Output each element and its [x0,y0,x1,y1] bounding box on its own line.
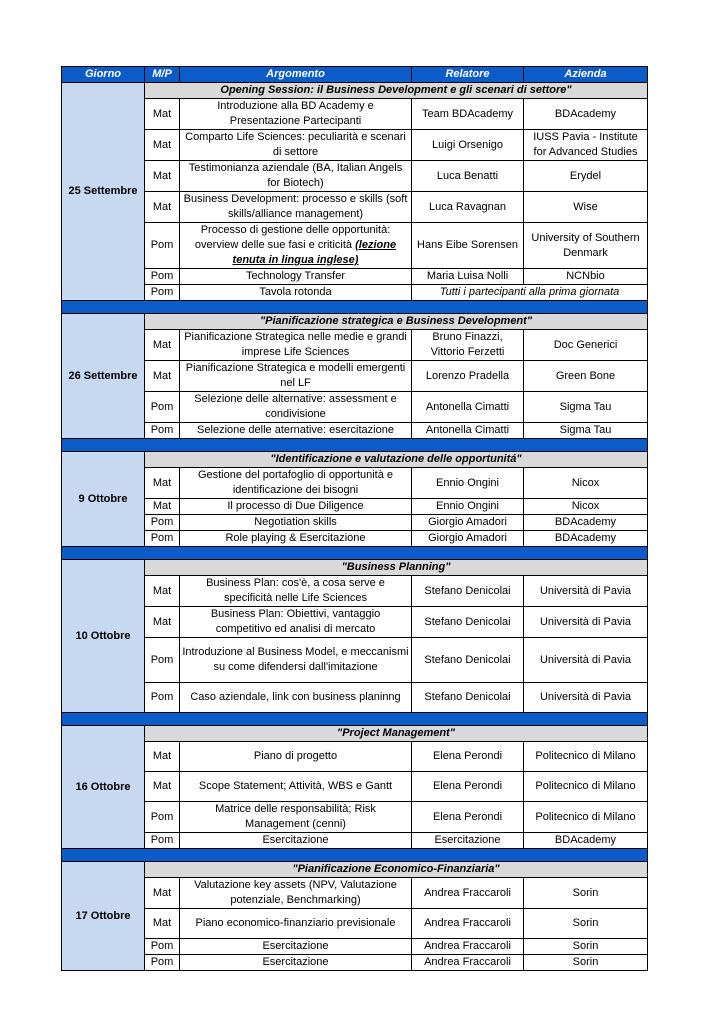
argomento-text: Negotiation skills [254,516,337,528]
azienda-cell: Nicox [524,468,648,499]
relatore-cell: Elena Perondi [412,802,524,833]
azienda-cell: Sigma Tau [524,392,648,423]
azienda-cell: BDAcademy [524,99,648,130]
table-row [62,802,648,833]
argomento-cell [180,909,412,939]
relatore-cell: Andrea Fraccaroli [412,939,524,955]
table-row [62,515,648,531]
mp-cell: Mat [145,330,180,361]
mp-cell: Pom [145,802,180,833]
argomento-text: Business Development: processo e skills (soft skills/alliance management) [183,193,408,220]
argomento-text: Esercitazione [262,940,329,952]
azienda-cell: NCNbio [524,269,648,285]
mp-cell: Pom [145,939,180,955]
day-cell: 25 Settembre [62,83,145,301]
table-row [62,361,648,392]
table-row [62,99,648,130]
argomento-text: Valutazione key assets (NPV, Valutazione potenziale, Benchmarking) [194,879,397,906]
azienda-cell: Politecnico di Milano [524,802,648,833]
day-cell: 16 Ottobre [62,726,145,849]
relatore-cell: Luca Benatti [412,161,524,192]
argomento-cell [180,223,412,269]
mp-cell: Mat [145,130,180,161]
argomento-text: Processo di gestione delle opportunità: overview delle sue fasi e criticità [194,224,391,251]
session-title-row [62,452,648,468]
schedule-table [61,66,648,971]
argomento-cell [180,576,412,607]
argomento-text: Pianificazione Strategica e modelli emergenti nel LF [185,362,406,389]
argomento-text: Tavola rotonda [259,286,332,298]
argomento-cell [180,683,412,713]
argomento-cell [180,499,412,515]
argomento-text: Piano economico-finanziario previsionale [195,917,396,929]
argomento-cell [180,878,412,909]
argomento-text: Business Plan: cos'è, a cosa serve e specificità nelle Life Sciences [206,577,385,604]
relatore-cell: Ennio Ongini [412,468,524,499]
table-row [62,285,648,301]
mp-cell: Mat [145,742,180,772]
argomento-text: Matrice delle responsabilità; Risk Management (cenni) [215,803,376,830]
separator-cell [62,301,648,314]
argomento-cell [180,939,412,955]
argomento-cell [180,392,412,423]
mp-cell: Mat [145,161,180,192]
azienda-cell: Nicox [524,499,648,515]
relatore-cell: Elena Perondi [412,742,524,772]
azienda-cell: Erydel [524,161,648,192]
argomento-text: Il processo di Due Diligence [227,500,364,512]
relatore-cell: Team BDAcademy [412,99,524,130]
separator-cell [62,439,648,452]
session-title-row [62,560,648,576]
argomento-cell [180,515,412,531]
argomento-text: Esercitazione [262,956,329,968]
separator-cell [62,849,648,862]
argomento-text: Caso aziendale, link con business planinng [190,691,401,703]
azienda-cell: IUSS Pavia - Institute for Advanced Studies [524,130,648,161]
table-row [62,939,648,955]
argomento-cell [180,742,412,772]
relatore-cell: Luca Ravagnan [412,192,524,223]
argomento-cell [180,833,412,849]
argomento-cell [180,955,412,971]
table-row [62,742,648,772]
section-separator [62,849,648,862]
section-separator [62,547,648,560]
col-header-azienda: Azienda [524,67,648,83]
azienda-cell: Sorin [524,878,648,909]
argomento-cell [180,285,412,301]
azienda-cell: Università di Pavia [524,607,648,638]
table-row [62,130,648,161]
relatore-cell: Stefano Denicolai [412,683,524,713]
table-row [62,499,648,515]
mp-cell: Pom [145,955,180,971]
azienda-cell: Sorin [524,909,648,939]
argomento-text: Pianificazione Strategica nelle medie e grandi imprese Life Sciences [184,331,407,358]
relatore-cell: Esercitazione [412,833,524,849]
relatore-cell: Luigi Orsenigo [412,130,524,161]
header-row [62,67,648,83]
argomento-cell [180,269,412,285]
argomento-text: Technology Transfer [245,270,346,282]
azienda-cell: Wise [524,192,648,223]
azienda-cell: Politecnico di Milano [524,742,648,772]
table-row [62,683,648,713]
argomento-cell [180,423,412,439]
argomento-text: Selezione delle alternative: assessment e condivisione [194,393,397,420]
azienda-cell: BDAcademy [524,531,648,547]
day-cell: 26 Settembre [62,314,145,439]
argomento-cell [180,192,412,223]
table-row [62,192,648,223]
mp-cell: Pom [145,392,180,423]
mp-cell: Pom [145,833,180,849]
azienda-cell: BDAcademy [524,515,648,531]
argomento-cell [180,802,412,833]
argomento-text: Business Plan: Obiettivi, vantaggio competitivo ed analisi di mercato [210,608,381,635]
table-row [62,607,648,638]
argomento-text: Selezione delle aternative: esercitazione [197,424,394,436]
argomento-cell [180,99,412,130]
argomento-text: Gestione del portafoglio di opportunità e identificazione dei bisogni [197,469,394,496]
argomento-cell [180,130,412,161]
mp-cell: Mat [145,772,180,802]
mp-cell: Mat [145,468,180,499]
azienda-cell: University of Southern Denmark [524,223,648,269]
mp-cell: Pom [145,683,180,713]
table-row [62,468,648,499]
section-separator [62,713,648,726]
mp-cell: Pom [145,515,180,531]
argomento-text: Introduzione al Business Model, e meccanismi su come difendersi dall'imitazione [182,646,409,673]
relatore-cell: Stefano Denicolai [412,576,524,607]
session-title: "Pianificazione strategica e Business Development" [145,314,648,330]
day-cell: 9 Ottobre [62,452,145,547]
table-row [62,833,648,849]
relatore-cell: Andrea Fraccaroli [412,878,524,909]
session-title: "Business Planning" [145,560,648,576]
relatore-cell: Elena Perondi [412,772,524,802]
table-row [62,269,648,285]
relatore-cell: Maria Luisa Nolli [412,269,524,285]
mp-cell: Mat [145,576,180,607]
mp-cell: Pom [145,423,180,439]
mp-cell: Pom [145,285,180,301]
table-row [62,955,648,971]
relatore-cell: Giorgio Amadori [412,531,524,547]
session-title-row [62,862,648,878]
argomento-cell [180,607,412,638]
argomento-text: Introduzione alla BD Academy e Presentazione Partecipanti [217,100,374,127]
table-row [62,392,648,423]
mp-cell: Mat [145,607,180,638]
mp-cell: Pom [145,531,180,547]
table-row [62,772,648,802]
mp-cell: Mat [145,878,180,909]
azienda-cell: Sorin [524,955,648,971]
relatore-cell: Ennio Ongini [412,499,524,515]
argomento-cell [180,772,412,802]
col-header-mp: M/P [145,67,180,83]
argomento-text: Piano di progetto [253,750,338,762]
relatore-cell: Andrea Fraccaroli [412,955,524,971]
relatore-cell: Andrea Fraccaroli [412,909,524,939]
col-header-argomento: Argomento [180,67,412,83]
session-title: "Identificazione e valutazione delle opportunitá" [145,452,648,468]
section-separator [62,301,648,314]
table-row [62,576,648,607]
table-row [62,223,648,269]
separator-cell [62,547,648,560]
azienda-cell: Green Bone [524,361,648,392]
mp-cell: Mat [145,99,180,130]
session-title-row [62,83,648,99]
argomento-cell [180,638,412,683]
azienda-cell: Politecnico di Milano [524,772,648,802]
mp-cell: Mat [145,499,180,515]
table-row [62,638,648,683]
argomento-text: Scope Statement; Attività, WBS e Gantt [198,780,393,792]
argomento-text: Esercitazione [262,834,329,846]
argomento-cell [180,468,412,499]
mp-cell: Pom [145,638,180,683]
relatore-cell: Antonella Cimatti [412,392,524,423]
azienda-cell: Università di Pavia [524,683,648,713]
argomento-note: (lezione tenuta in lingua inglese) [232,239,397,266]
argomento-text: Comparto Life Sciences: peculiarità e scenari di settore [185,131,406,158]
argomento-text: Role playing & Esercitazione [225,532,366,544]
col-header-relatore: Relatore [412,67,524,83]
relatore-cell: Bruno Finazzi, Vittorio Ferzetti [412,330,524,361]
table-row [62,531,648,547]
relatore-cell: Stefano Denicolai [412,638,524,683]
table-row [62,330,648,361]
separator-cell [62,713,648,726]
argomento-cell [180,330,412,361]
azienda-cell: BDAcademy [524,833,648,849]
mp-cell: Pom [145,269,180,285]
azienda-cell: Università di Pavia [524,638,648,683]
day-cell: 17 Ottobre [62,862,145,971]
session-title: "Project Management" [145,726,648,742]
session-title-row [62,726,648,742]
mp-cell: Mat [145,909,180,939]
argomento-cell [180,161,412,192]
table-row [62,878,648,909]
session-title: Opening Session: il Business Development e gli scenari di settore" [145,83,648,99]
relatore-cell: Stefano Denicolai [412,607,524,638]
day-cell: 10 Ottobre [62,560,145,713]
relatore-cell: Lorenzo Pradella [412,361,524,392]
azienda-cell: Sorin [524,939,648,955]
azienda-cell: Doc Generici [524,330,648,361]
col-header-giorno: Giorno [62,67,145,83]
argomento-text: Testimonianza aziendale (BA, Italian Angels for Biotech) [188,162,403,189]
session-title: "Pianificazione Economico-Finanziaria" [145,862,648,878]
session-title-row [62,314,648,330]
mp-cell: Mat [145,361,180,392]
relatore-cell: Giorgio Amadori [412,515,524,531]
relatore-cell: Hans Eibe Sorensen [412,223,524,269]
azienda-cell: Università di Pavia [524,576,648,607]
relatore-cell: Antonella Cimatti [412,423,524,439]
argomento-cell [180,361,412,392]
relatore-azienda-cell: Tutti i partecipanti alla prima giornata [412,285,648,301]
mp-cell: Pom [145,223,180,269]
table-row [62,423,648,439]
table-row [62,909,648,939]
table-row [62,161,648,192]
mp-cell: Mat [145,192,180,223]
section-separator [62,439,648,452]
azienda-cell: Sigma Tau [524,423,648,439]
argomento-cell [180,531,412,547]
